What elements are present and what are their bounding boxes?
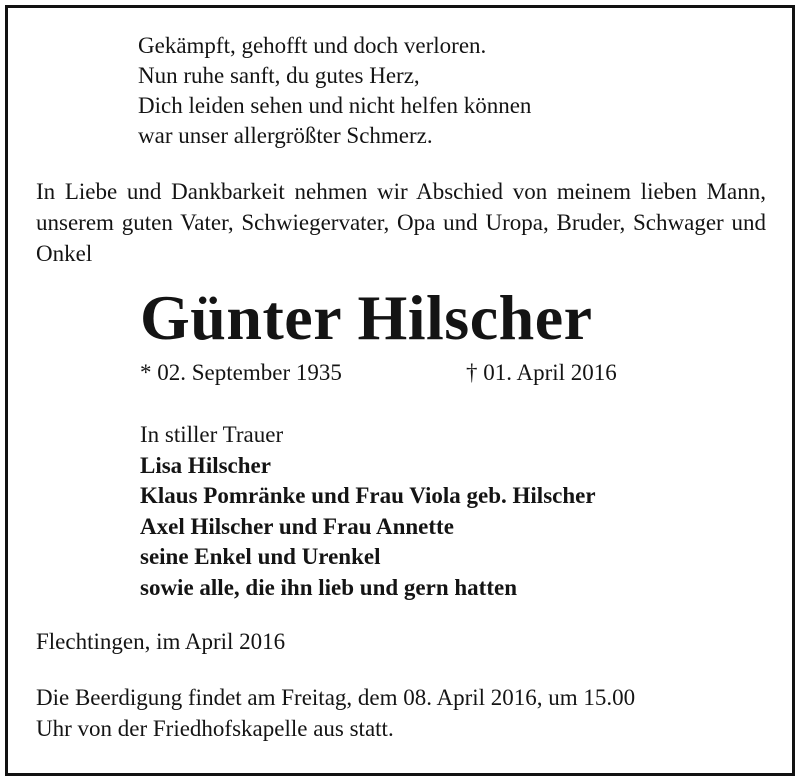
birth-date: * 02. September 1935 [140, 360, 342, 385]
farewell-text: In Liebe und Dankbarkeit nehmen wir Abschied von meinem lieben Mann, unserem guten Vater, Schwiegervater, Opa und Uropa, Bruder, Schwager und Onkel [36, 179, 766, 266]
funeral-line: Uhr von der Friedhofskapelle aus statt. [36, 716, 394, 741]
poem-line: Nun ruhe sanft, du gutes Herz, [138, 63, 420, 88]
funeral-info [36, 682, 635, 744]
death-date: † 01. April 2016 [466, 360, 617, 385]
mourners-block [140, 420, 596, 603]
poem-line: Gekämpft, gehofft und doch verloren. [138, 33, 487, 58]
poem-line: war unser allergrößter Schmerz. [138, 123, 433, 148]
mourner-name: Klaus Pomränke und Frau Viola geb. Hilscher [140, 483, 596, 508]
funeral-line: Die Beerdigung findet am Freitag, dem 08. April 2016, um 15.00 [36, 685, 636, 710]
mourner-name: Lisa Hilscher [140, 452, 271, 478]
deceased-name: Günter Hilscher [140, 282, 593, 353]
mourner-name: Axel Hilscher und Frau Annette [140, 513, 454, 539]
mourner-name: sowie alle, die ihn lieb und gern hatten [140, 574, 517, 600]
place-and-date: Flechtingen, im April 2016 [36, 629, 286, 654]
memorial-poem [138, 31, 531, 151]
mourner-name: seine Enkel und Urenkel [140, 544, 381, 569]
poem-line: Dich leiden sehen und nicht helfen können [138, 93, 532, 118]
mourning-heading: In stiller Trauer [140, 422, 284, 447]
